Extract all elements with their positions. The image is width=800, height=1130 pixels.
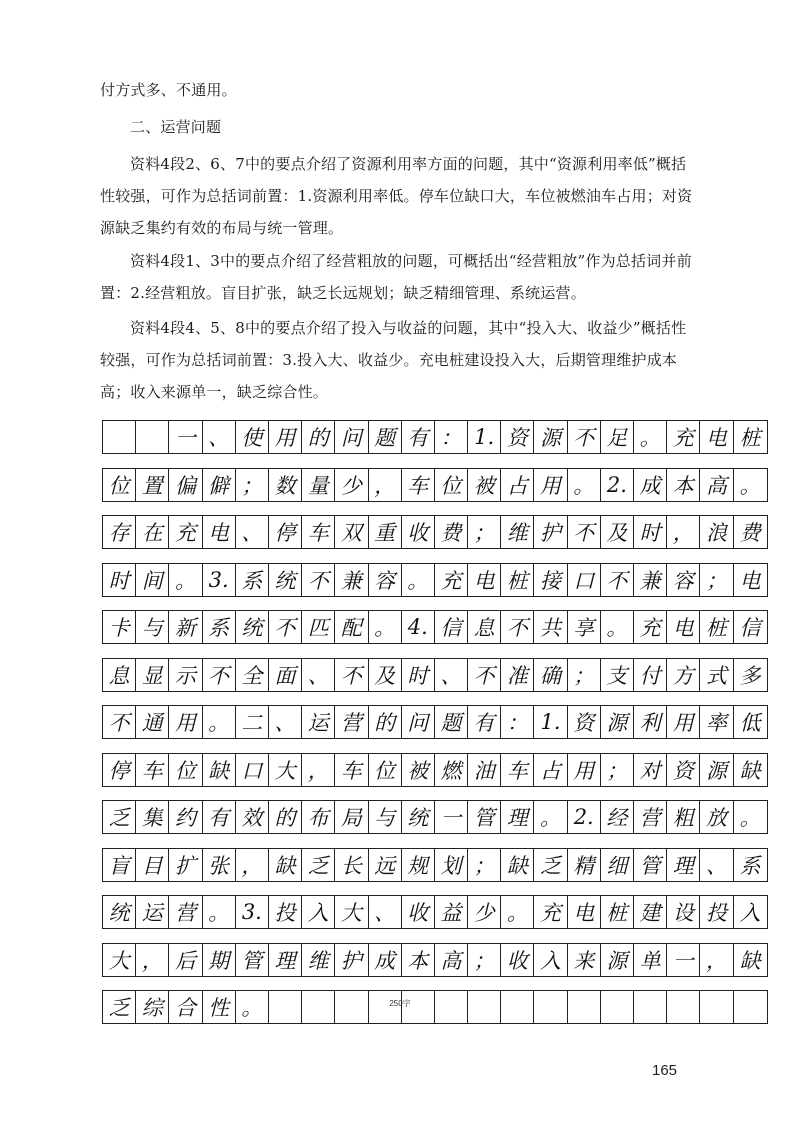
grid-cell: 运 xyxy=(302,706,335,738)
grid-cell: 时 xyxy=(634,516,667,548)
grid-cell: 用 xyxy=(269,421,302,453)
grid-cell: 一 xyxy=(435,801,468,833)
grid-cell: 偏 xyxy=(169,469,202,501)
grid-cell: 口 xyxy=(236,754,269,786)
grid-cell: 僻 xyxy=(203,469,236,501)
grid-cell: 缺 xyxy=(739,948,761,973)
grid-cell: 有 xyxy=(468,706,501,738)
grid-cell: 入 xyxy=(302,896,335,928)
grid-cell: 缺 xyxy=(203,754,236,786)
grid-cell: 1. xyxy=(468,421,501,453)
grid-cell: 桩 xyxy=(601,896,634,928)
grid-cell: 用 xyxy=(667,706,700,738)
grid-cell: 电 xyxy=(568,896,601,928)
grid-cell: 乏 xyxy=(103,801,136,833)
grid-cell: 源 xyxy=(534,421,567,453)
grid-cell: 桩 xyxy=(739,426,761,450)
grid-cell: 电 xyxy=(468,564,501,596)
grid-cell: 时 xyxy=(402,659,435,691)
grid-cell: 、 xyxy=(236,516,269,548)
grid-cell: 在 xyxy=(136,516,169,548)
grid-cell: 车 xyxy=(136,754,169,786)
grid-cell: 4. xyxy=(402,611,435,643)
grid-cell xyxy=(136,421,169,453)
grid-cell: 匹 xyxy=(302,611,335,643)
grid-cell: 、 xyxy=(203,421,236,453)
grid-cell: 划 xyxy=(435,849,468,881)
grid-cell: 用 xyxy=(169,706,202,738)
grid-cell: 统 xyxy=(103,896,136,928)
grid-cell: 远 xyxy=(369,849,402,881)
grid-cell: 与 xyxy=(136,611,169,643)
grid-cell: 、 xyxy=(269,706,302,738)
grid-cell: 用 xyxy=(568,754,601,786)
grid-cell: 率 xyxy=(700,706,733,738)
grid-cell: 。 xyxy=(369,611,402,643)
grid-cell: 兼 xyxy=(634,564,667,596)
grid-cell: 信 xyxy=(435,611,468,643)
grid-row xyxy=(102,420,768,454)
grid-cell: 综 xyxy=(136,991,169,1023)
grid-row xyxy=(102,943,768,977)
grid-cell: 理 xyxy=(269,944,302,976)
grid-cell: 乏 xyxy=(302,849,335,881)
grid-cell: 理 xyxy=(667,849,700,881)
grid-cell: 足 xyxy=(601,421,634,453)
grid-cell: 桩 xyxy=(501,564,534,596)
grid-row xyxy=(102,705,768,739)
grid-cell: 的 xyxy=(302,421,335,453)
grid-cell: 卡 xyxy=(103,611,136,643)
grid-row xyxy=(102,563,768,597)
grid-cell: 2. xyxy=(601,469,634,501)
grid-cell: 源 xyxy=(601,706,634,738)
grid-cell: 的 xyxy=(369,706,402,738)
grid-row xyxy=(102,753,768,787)
grid-cell: 。 xyxy=(634,421,667,453)
grid-cell: 电 xyxy=(700,421,733,453)
grid-cell: 付 xyxy=(634,659,667,691)
grid-cell: 占 xyxy=(501,469,534,501)
grid-cell: 益 xyxy=(435,896,468,928)
grid-cell: ： xyxy=(435,421,468,453)
grid-cell: 。 xyxy=(236,991,269,1023)
grid-cell: 高 xyxy=(700,469,733,501)
grid-cell: 低 xyxy=(739,711,761,735)
grid-cell: 停 xyxy=(269,516,302,548)
grid-cell: 。 xyxy=(169,564,202,596)
grid-cell: 费 xyxy=(739,521,761,545)
grid-cell: ； xyxy=(468,849,501,881)
grid-cell: 。 xyxy=(534,801,567,833)
grid-cell: 利 xyxy=(634,706,667,738)
grid-cell: 燃 xyxy=(435,754,468,786)
grid-cell: 充 xyxy=(435,564,468,596)
grid-cell: 不 xyxy=(501,611,534,643)
grid-cell: 一 xyxy=(169,421,202,453)
grid-cell: 统 xyxy=(402,801,435,833)
grid-cell: 数 xyxy=(269,469,302,501)
grid-cell: 源 xyxy=(700,754,733,786)
grid-cell: 位 xyxy=(435,469,468,501)
grid-cell: 车 xyxy=(501,754,534,786)
grid-cell: 管 xyxy=(236,944,269,976)
grid-cell: ， xyxy=(369,469,402,501)
grid-cell: 布 xyxy=(302,801,335,833)
grid-cell: ， xyxy=(667,516,700,548)
grid-cell: 缺 xyxy=(501,849,534,881)
grid-cell: 与 xyxy=(369,801,402,833)
grid-cell: 占 xyxy=(534,754,567,786)
grid-cell: 不 xyxy=(269,611,302,643)
grid-cell: 投 xyxy=(700,896,733,928)
grid-cell: 双 xyxy=(335,516,368,548)
grid-cell: 规 xyxy=(402,849,435,881)
grid-cell: 示 xyxy=(169,659,202,691)
word-count-label: 250字 xyxy=(389,999,411,1008)
grid-cell: 电 xyxy=(667,611,700,643)
grid-row xyxy=(102,895,768,929)
grid-cell: ； xyxy=(601,754,634,786)
grid-cell: 精 xyxy=(568,849,601,881)
grid-cell: 系 xyxy=(236,564,269,596)
grid-cell: 式 xyxy=(700,659,733,691)
grid-cell: 经 xyxy=(601,801,634,833)
grid-cell: 二 xyxy=(236,706,269,738)
grid-cell: 性 xyxy=(203,991,236,1023)
grid-cell: 收 xyxy=(402,516,435,548)
grid-cell: 。 xyxy=(203,896,236,928)
grid-cell: 一 xyxy=(667,944,700,976)
grid-cell: 多 xyxy=(739,663,761,688)
grid-cell: 问 xyxy=(402,706,435,738)
grid-cell: 少 xyxy=(468,896,501,928)
grid-cell: 本 xyxy=(667,469,700,501)
grid-cell: 收 xyxy=(402,896,435,928)
grid-cell: 口 xyxy=(568,564,601,596)
grid-cell: 高 xyxy=(435,944,468,976)
grid-cell: 后 xyxy=(169,944,202,976)
grid-cell: 全 xyxy=(236,659,269,691)
grid-cell: 时 xyxy=(103,564,136,596)
grid-cell: 管 xyxy=(468,801,501,833)
grid-cell: 准 xyxy=(501,659,534,691)
grid-cell: 被 xyxy=(402,754,435,786)
grid-cell: 大 xyxy=(269,754,302,786)
grid-cell: 3. xyxy=(236,896,269,928)
grid-cell: 资 xyxy=(667,754,700,786)
grid-cell: 的 xyxy=(269,801,302,833)
grid-cell: 维 xyxy=(501,516,534,548)
grid-cell: 。 xyxy=(402,564,435,596)
grid-cell: 不 xyxy=(302,564,335,596)
grid-cell: 。 xyxy=(739,806,761,830)
grid-cell: 容 xyxy=(667,564,700,596)
grid-cell: 量 xyxy=(302,469,335,501)
grid-cell: 费 xyxy=(435,516,468,548)
grid-cell: 维 xyxy=(302,944,335,976)
grid-cell: 对 xyxy=(634,754,667,786)
grid-cell: 题 xyxy=(435,706,468,738)
grid-cell: 题 xyxy=(369,421,402,453)
grid-cell: 问 xyxy=(335,421,368,453)
grid-cell: 、 xyxy=(435,659,468,691)
grid-cell: 成 xyxy=(634,469,667,501)
grid-cell: 确 xyxy=(534,659,567,691)
grid-cell: 扩 xyxy=(169,849,202,881)
grid-cell: 车 xyxy=(335,754,368,786)
grid-cell: ； xyxy=(468,516,501,548)
grid-cell: 容 xyxy=(369,564,402,596)
grid-cell: 方 xyxy=(667,659,700,691)
grid-cell: 新 xyxy=(169,611,202,643)
grid-cell: 目 xyxy=(136,849,169,881)
grid-cell: 收 xyxy=(501,944,534,976)
grid-cell: 置 xyxy=(136,469,169,501)
grid-cell: 位 xyxy=(169,754,202,786)
grid-cell: 盲 xyxy=(103,849,136,881)
grid-cell: 。 xyxy=(601,611,634,643)
grid-cell: 粗 xyxy=(667,801,700,833)
grid-cell: 设 xyxy=(667,896,700,928)
grid-cell: 被 xyxy=(468,469,501,501)
grid-cell: ： xyxy=(501,706,534,738)
analysis-paragraph-1: 资料4段2、6、7中的要点介绍了资源利用率方面的问题，其中“资源利用率低”概括性较强，可作为总括词前置：1.资源利用率低。停车位缺口大，车位被燃油车占用；对资源缺乏集约有效的布局与统一管理。 xyxy=(100,155,693,237)
grid-cell: ， xyxy=(236,849,269,881)
grid-cell: 乏 xyxy=(103,991,136,1023)
grid-cell: 浪 xyxy=(700,516,733,548)
grid-cell: 不 xyxy=(103,706,136,738)
grid-cell: 不 xyxy=(335,659,368,691)
grid-cell: 细 xyxy=(601,849,634,881)
grid-cell: 管 xyxy=(634,849,667,881)
grid-cell: 信 xyxy=(739,616,761,640)
grid-cell: 缺 xyxy=(739,758,761,783)
grid-cell: 息 xyxy=(103,659,136,691)
grid-cell: ； xyxy=(236,469,269,501)
continued-text-line: 付方式多、不通用。 xyxy=(100,81,237,99)
grid-cell: 、 xyxy=(700,849,733,881)
grid-cell: ， xyxy=(302,754,335,786)
grid-cell: 护 xyxy=(534,516,567,548)
grid-cell: 系 xyxy=(739,853,761,878)
grid-cell: 充 xyxy=(634,611,667,643)
grid-cell: 。 xyxy=(501,896,534,928)
grid-cell: 有 xyxy=(203,801,236,833)
grid-cell: 及 xyxy=(369,659,402,691)
grid-cell: 统 xyxy=(236,611,269,643)
grid-cell: 电 xyxy=(203,516,236,548)
grid-cell: 充 xyxy=(169,516,202,548)
grid-row xyxy=(102,848,768,882)
grid-cell: 资 xyxy=(501,421,534,453)
grid-cell: 营 xyxy=(634,801,667,833)
grid-cell: 用 xyxy=(534,469,567,501)
grid-cell: 面 xyxy=(269,659,302,691)
grid-cell: 运 xyxy=(136,896,169,928)
grid-cell: 不 xyxy=(468,659,501,691)
grid-cell: 营 xyxy=(169,896,202,928)
grid-cell: 。 xyxy=(203,706,236,738)
page-number: 165 xyxy=(652,1062,678,1079)
grid-row xyxy=(102,658,768,692)
grid-cell: 长 xyxy=(335,849,368,881)
grid-cell: 成 xyxy=(369,944,402,976)
grid-cell: 合 xyxy=(169,991,202,1023)
grid-cell: 系 xyxy=(203,611,236,643)
grid-cell: 理 xyxy=(501,801,534,833)
grid-cell: 2. xyxy=(568,801,601,833)
grid-cell: 油 xyxy=(468,754,501,786)
grid-cell: 存 xyxy=(103,516,136,548)
grid-cell: 有 xyxy=(402,421,435,453)
grid-cell: 支 xyxy=(601,659,634,691)
section-heading: 二、运营问题 xyxy=(130,118,222,136)
grid-cell: 车 xyxy=(402,469,435,501)
grid-cell: 间 xyxy=(136,564,169,596)
grid-cell: 乏 xyxy=(534,849,567,881)
grid-cell: 源 xyxy=(601,944,634,976)
grid-cell: 享 xyxy=(568,611,601,643)
grid-cell: 通 xyxy=(136,706,169,738)
grid-cell: 局 xyxy=(335,801,368,833)
grid-cell: 桩 xyxy=(700,611,733,643)
grid-cell: 、 xyxy=(369,896,402,928)
grid-row xyxy=(102,610,768,644)
grid-cell: 不 xyxy=(203,659,236,691)
grid-cell: 营 xyxy=(335,706,368,738)
grid-cell: 兼 xyxy=(335,564,368,596)
grid-cell: 。 xyxy=(568,469,601,501)
grid-cell: 不 xyxy=(568,421,601,453)
grid-cell: ； xyxy=(568,659,601,691)
grid-cell: 护 xyxy=(335,944,368,976)
grid-cell: ； xyxy=(468,944,501,976)
grid-cell: 电 xyxy=(739,568,761,593)
grid-row xyxy=(102,800,768,834)
analysis-paragraph-2: 资料4段1、3中的要点介绍了经营粗放的问题，可概括出“经营粗放”作为总括词并前置：2.经营粗放。盲目扩张，缺乏长远规划；缺乏精细管理、系统运营。 xyxy=(100,252,692,302)
grid-cell xyxy=(103,421,136,453)
grid-cell: 重 xyxy=(369,516,402,548)
grid-cell: 不 xyxy=(568,516,601,548)
grid-cell: 放 xyxy=(700,801,733,833)
grid-cell: 3. xyxy=(203,564,236,596)
grid-cell: 息 xyxy=(468,611,501,643)
grid-cell: 接 xyxy=(534,564,567,596)
grid-cell: ； xyxy=(700,564,733,596)
grid-cell: 位 xyxy=(103,469,136,501)
grid-cell: 。 xyxy=(739,473,761,498)
grid-cell: 、 xyxy=(302,659,335,691)
grid-cell: 大 xyxy=(335,896,368,928)
grid-cell: 期 xyxy=(203,944,236,976)
grid-cell: 充 xyxy=(534,896,567,928)
grid-row xyxy=(102,468,768,502)
grid-cell: 入 xyxy=(534,944,567,976)
grid-cell: 车 xyxy=(302,516,335,548)
analysis-paragraph-3: 资料4段4、5、8中的要点介绍了投入与收益的问题，其中“投入大、收益少”概括性较强，可作为总括词前置：3.投入大、收益少。充电桩建设投入大，后期管理维护成本高；收入来源单一，缺乏综合性。 xyxy=(100,319,687,401)
grid-cell: 位 xyxy=(369,754,402,786)
grid-cell: 张 xyxy=(203,849,236,881)
grid-cell: 建 xyxy=(634,896,667,928)
grid-cell: 约 xyxy=(169,801,202,833)
grid-cell: 及 xyxy=(601,516,634,548)
grid-cell: 显 xyxy=(136,659,169,691)
grid-cell: 停 xyxy=(103,754,136,786)
grid-cell: 资 xyxy=(568,706,601,738)
grid-cell: ， xyxy=(700,944,733,976)
grid-cell: 不 xyxy=(601,564,634,596)
grid-cell: 配 xyxy=(335,611,368,643)
grid-cell: 投 xyxy=(269,896,302,928)
grid-cell: 来 xyxy=(568,944,601,976)
grid-cell: 充 xyxy=(667,421,700,453)
grid-cell: 本 xyxy=(402,944,435,976)
grid-cell: 1. xyxy=(534,706,567,738)
grid-cell: 使 xyxy=(236,421,269,453)
grid-cell: 集 xyxy=(136,801,169,833)
grid-cell: 大 xyxy=(103,944,136,976)
grid-cell: 缺 xyxy=(269,849,302,881)
grid-cell: 入 xyxy=(739,901,761,925)
grid-cell: 统 xyxy=(269,564,302,596)
grid-cell: 少 xyxy=(335,469,368,501)
grid-cell: 效 xyxy=(236,801,269,833)
grid-cell: 共 xyxy=(534,611,567,643)
grid-row xyxy=(102,515,768,549)
grid-cell: ， xyxy=(136,944,169,976)
grid-cell: 单 xyxy=(634,944,667,976)
